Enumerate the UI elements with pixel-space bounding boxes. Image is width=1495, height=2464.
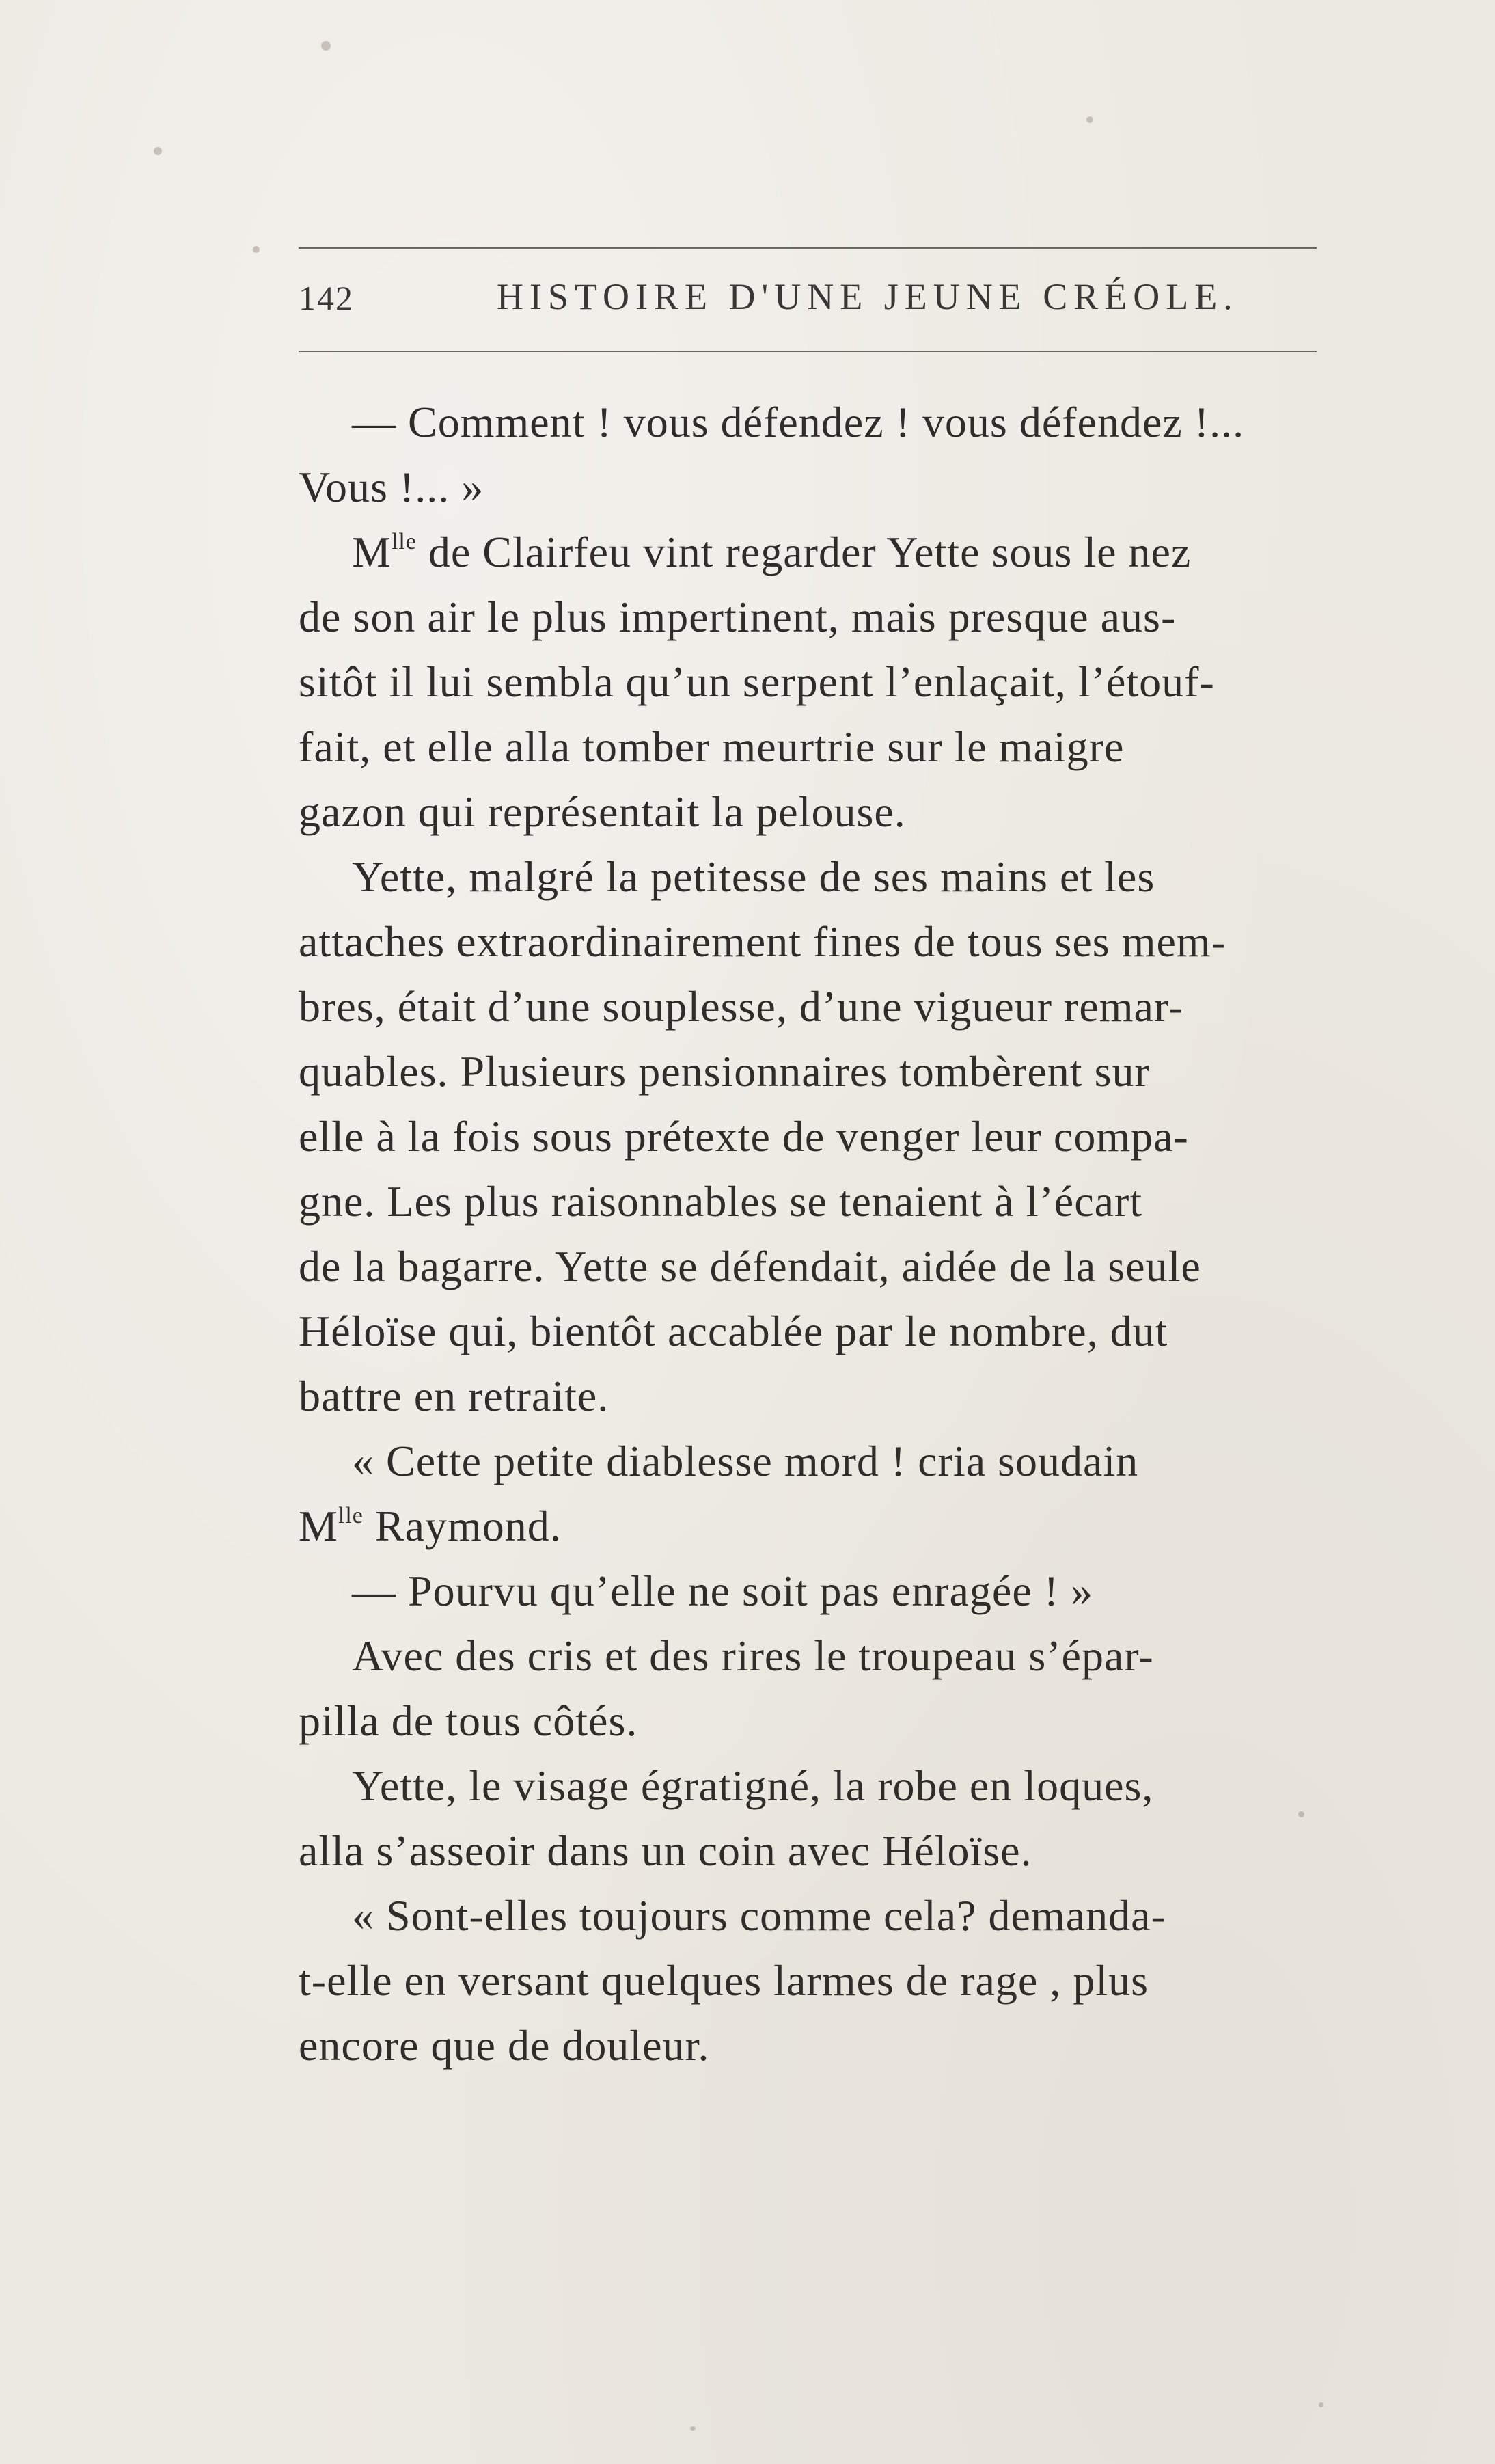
paper-speck [154,147,162,155]
text-line: « Sont-elles toujours comme cela? demanda- [352,1891,1166,1940]
paper-speck [321,41,331,51]
text-line-rest: Raymond. [363,1502,562,1550]
text-line: Avec des cris et des rires le troupeau s’épar- [352,1632,1154,1680]
text-line: Vous !... » [299,463,484,511]
text-line: pilla de tous côtés. [299,1696,638,1745]
text-line: Yette, malgré la petitesse de ses mains et les [352,852,1155,901]
text-line: elle à la fois sous prétexte de venger leur compa- [299,1112,1189,1161]
text-line: Yette, le visage égratigné, la robe en loques, [352,1761,1154,1810]
text-line [299,1493,1337,1558]
text-line: t-elle en versant quelques larmes de rage , plus [299,1956,1149,2005]
text-line: Héloïse qui, bientôt accablée par le nombre, dut [299,1307,1168,1355]
text-line: encore que de douleur. [299,2021,710,2070]
text-line: quables. Plusieurs pensionnaires tombèrent sur [299,1047,1150,1096]
text-line [299,519,1337,584]
header-bottom-rule [299,351,1317,352]
text-line-rest: de Clairfeu vint regarder Yette sous le nez [416,528,1192,576]
text-line: battre en retraite. [299,1372,609,1420]
text-line: — Pourvu qu’elle ne soit pas enragée ! » [352,1567,1094,1615]
abbrev-superscript: lle [338,1503,364,1528]
text-line: gazon qui représentait la pelouse. [299,787,906,836]
text-line: — Comment ! vous défendez ! vous défendez !... [352,398,1245,446]
text-line: « Cette petite diablesse mord ! cria soudain [352,1437,1139,1485]
abbrev-superscript: lle [391,529,417,554]
paper-speck [1319,2402,1323,2407]
running-title: HISTOIRE D'UNE JEUNE CRÉOLE. [497,276,1239,317]
paper-speck [690,2426,696,2431]
page-number: 142 [299,279,354,317]
paper-speck [1298,1811,1304,1817]
running-header [299,270,1317,331]
body-text [299,390,1337,2078]
paper-speck [1086,116,1093,123]
text-line: bres, était d’une souplesse, d’une vigueur remar- [299,982,1184,1031]
paper-speck [253,246,260,253]
text-line: de la bagarre. Yette se défendait, aidée de la seule [299,1242,1201,1290]
abbrev-main: M [299,1502,338,1550]
text-line: attaches extraordinairement fines de tous ses mem- [299,917,1226,966]
abbrev-main: M [352,528,392,576]
text-line: fait, et elle alla tomber meurtrie sur le maigre [299,722,1125,771]
text-line: de son air le plus impertinent, mais presque aus- [299,593,1177,641]
text-line: alla s’asseoir dans un coin avec Héloïse. [299,1826,1032,1875]
text-line: sitôt il lui sembla qu’un serpent l’enlaçait, l’étouf- [299,658,1215,706]
text-line: gne. Les plus raisonnables se tenaient à l’écart [299,1177,1143,1226]
header-top-rule [299,247,1317,249]
